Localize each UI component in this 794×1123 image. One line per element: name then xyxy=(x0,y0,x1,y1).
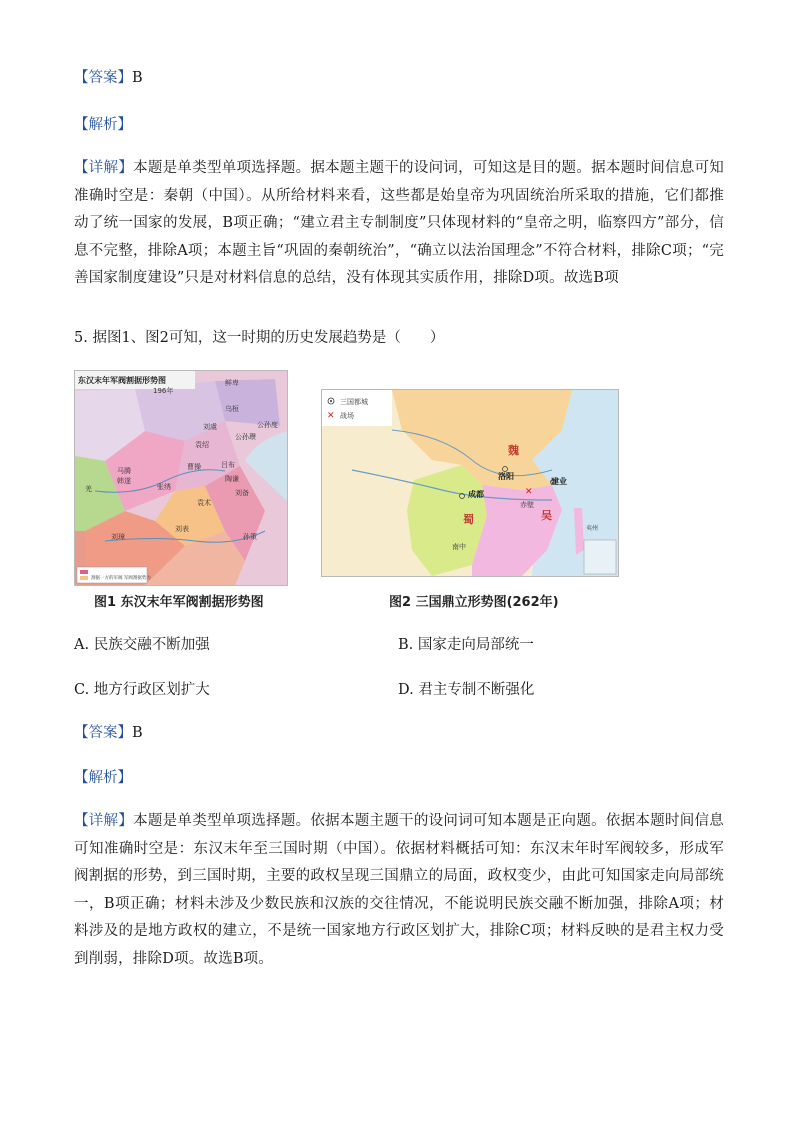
fig1-label-taoqian: 陶谦 xyxy=(225,475,239,483)
answer-line-q4 xyxy=(74,66,143,87)
fig2-label-shu: 蜀 xyxy=(463,513,474,526)
answer-value: B xyxy=(132,70,143,86)
detail-label: 【详解】 xyxy=(74,813,134,829)
answer-label: 【答案】 xyxy=(74,725,132,741)
fig1-label-yuanshao: 袁绍 xyxy=(195,441,209,449)
fig1-label-qiang: 羌 xyxy=(85,485,92,493)
figure1-title: 东汉末年军阀割据形势图 xyxy=(78,376,166,385)
answer-value: B xyxy=(132,725,143,741)
fig2-label-chengdu: 成都 xyxy=(468,490,484,499)
fig1-label-lvbu: 吕布 xyxy=(221,461,235,469)
option-a[interactable]: A. 民族交融不断加强 xyxy=(74,637,210,653)
fig1-label-hansui: 韩遂 xyxy=(117,477,131,485)
fig1-label-zhangxiu: 张绣 xyxy=(157,483,171,491)
fig1-label-mateng: 马腾 xyxy=(117,467,131,475)
fig2-label-luoyang: 洛阳 xyxy=(498,472,514,481)
answer-line-q5 xyxy=(74,721,143,742)
fig1-label-yuanshu: 袁术 xyxy=(197,499,211,507)
figure1-map xyxy=(74,370,288,586)
figure1-year: 196年 xyxy=(153,387,174,395)
fig2-label-wei: 魏 xyxy=(508,444,519,457)
detail-label: 【详解】 xyxy=(74,160,134,176)
fig1-label-xianbei: 鲜卑 xyxy=(225,379,239,387)
option-c[interactable]: C. 地方行政区划扩大 xyxy=(74,682,210,698)
figure2-map-drawing xyxy=(322,390,618,576)
figure1-legend: 割据一方的军阀 军阀割据势力 xyxy=(91,576,151,581)
fig2-label-yizhou: 夷州 xyxy=(586,525,599,532)
detail-paragraph-q5 xyxy=(74,808,724,973)
fig2-label-jianye: 建业 xyxy=(551,477,567,486)
option-d[interactable]: D. 君主专制不断强化 xyxy=(398,682,535,698)
question-stem-q5: 5. 据图1、图2可知，这一时期的历史发展趋势是（ ） xyxy=(74,330,445,346)
figure2-map xyxy=(321,389,619,577)
fig2-label-nanzhong: 南中 xyxy=(452,543,466,551)
fig1-label-wuhuan: 乌桓 xyxy=(225,405,239,413)
answer-label: 【答案】 xyxy=(74,70,132,86)
figure2-legend-capital: 三国都城 xyxy=(340,398,368,406)
figure1-caption: 图1 东汉末年军阀割据形势图 xyxy=(94,595,264,610)
fig1-label-gongsunzan: 公孙瓒 xyxy=(235,433,256,441)
detail-text: 本题是单类型单项选择题。依据本题主题干的设问词可知本题是正向题。依据本题时间信息可知准确时空是：东汉末年至三国时期（中国）。依据材料概括可知：东汉末年时军阀较多，形成军阀割据的形势，到三国时期，主要的政权呈现三国鼎立的局面，政权变少，由此可知国家走向局部统一，B项正确；材料未涉及少数民族和汉族的交往情况，不能说明民族交融不断加强，排除A项；材料涉及的是地方政权的建立，不是统一国家地方行政区划扩大，排除C项；材料反映的是君主权力受到削弱，排除D项。故选B项。 xyxy=(74,813,724,967)
chibi-battle-icon: ✕ xyxy=(525,487,533,497)
option-b[interactable]: B. 国家走向局部统一 xyxy=(398,637,534,653)
analysis-label-q5: 【解析】 xyxy=(74,770,132,786)
fig1-label-caocao: 曹操 xyxy=(187,463,201,471)
fig1-label-liuyu: 刘虞 xyxy=(203,423,217,431)
detail-text: 本题是单类型单项选择题。据本题主题干的设问词，可知这是目的题。据本题时间信息可知准确时空是：秦朝（中国）。从所给材料来看，这些都是始皇帝为巩固统治所采取的措施，它们都推动了统一国家的发展，B项正确；“建立君主专制制度”只体现材料的“皇帝之明，临察四方”部分，信息不完整，排除A项；本题主旨“巩固的秦朝统治”，“确立以法治国理念”不符合材料，排除C项；“完善国家制度建设”只是对材料信息的总结，没有体现其实质作用，排除D项。故选B项 xyxy=(74,160,724,286)
fig1-label-sunce: 孙策 xyxy=(243,533,257,541)
fig1-label-liuzhang: 刘璋 xyxy=(111,533,125,541)
fig2-label-chibi: 赤壁 xyxy=(520,501,534,509)
fig1-label-gongsundu: 公孙度 xyxy=(257,421,278,429)
battle-cross-icon: ✕ xyxy=(327,411,335,421)
fig1-label-liubei: 刘备 xyxy=(235,489,249,497)
figure2-caption: 图2 三国鼎立形势图(262年) xyxy=(389,595,559,610)
fig1-label-liubiao: 刘表 xyxy=(175,525,189,533)
detail-paragraph-q4 xyxy=(74,155,724,293)
analysis-label-q4: 【解析】 xyxy=(74,117,132,133)
figure1-map-drawing xyxy=(75,371,287,585)
fig2-label-wu: 吴 xyxy=(541,509,552,522)
figure2-legend-battle: 战场 xyxy=(340,412,354,420)
